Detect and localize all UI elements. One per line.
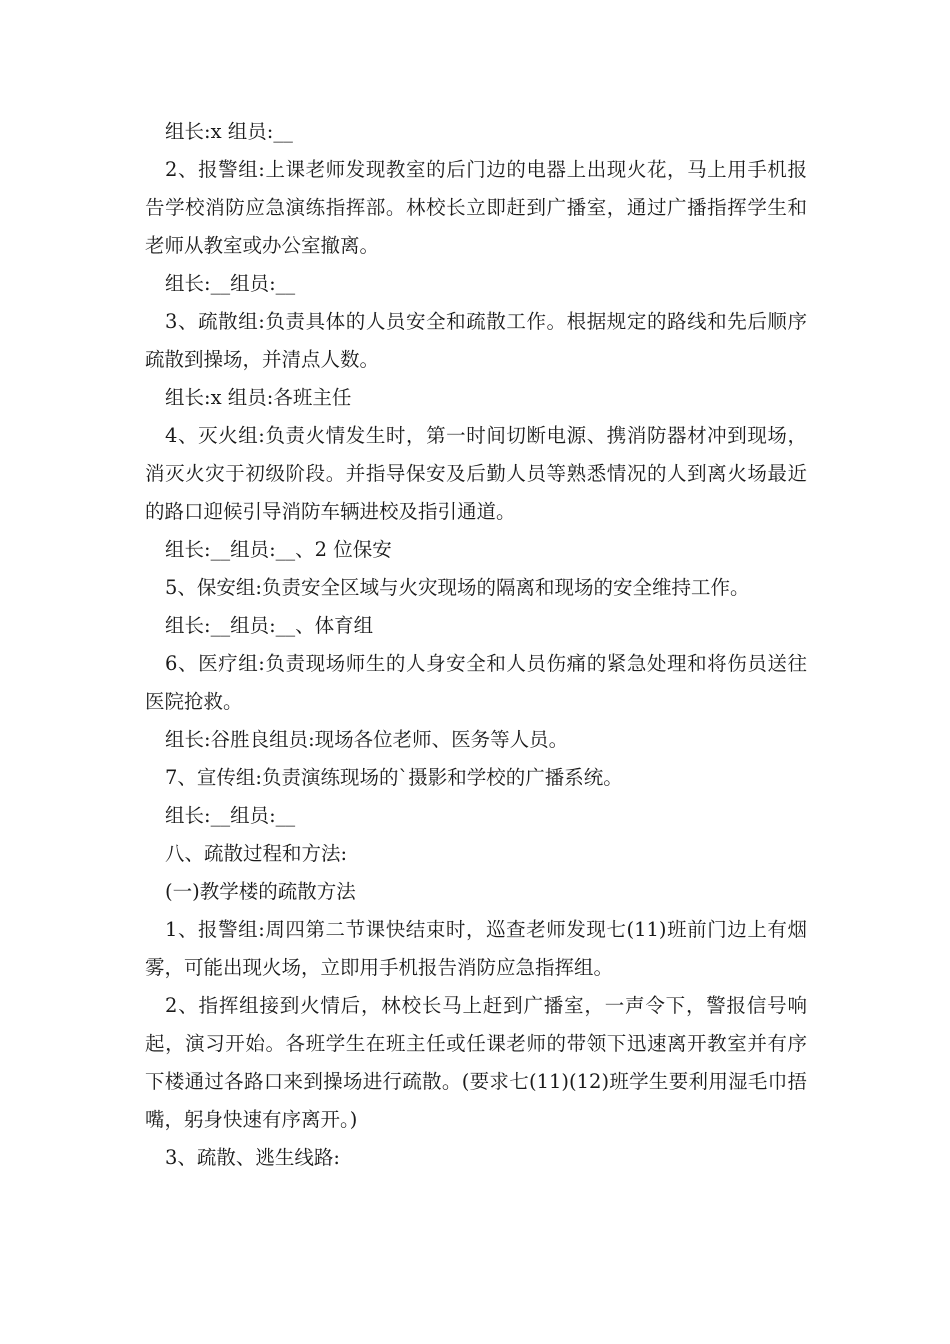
paragraph-publicity-group: 7、宣传组:负责演练现场的`摄影和学校的广播系统。 [165,766,623,789]
paragraph-alarm-group: 2、报警组:上课老师发现教室的后门边的电器上出现火花，马上用手机报告学校消防应急演练指挥部。林校长立即赶到广播室，通过广播指挥学生和老师从教室或办公室撤离。 [145,158,807,257]
paragraph-group-leader-7: 组长:__组员:__ [165,804,296,827]
paragraph-evacuation-group: 3、疏散组:负责具体的人员安全和疏散工作。根据规定的路线和先后顺序疏散到操场，并清点人数。 [145,310,807,371]
document-page [145,113,807,1177]
paragraph-fire-fighting-group: 4、灭火组:负责火情发生时，第一时间切断电源、携消防器材冲到现场，消灭火灾于初级阶段。并指导保安及后勤人员等熟悉情况的人到离火场最近的路口迎候引导消防车辆进校及指引通道。 [145,424,807,523]
paragraph-step-escape-route: 3、疏散、逃生线路: [165,1146,340,1169]
paragraph-step-command: 2、指挥组接到火情后，林校长马上赶到广播室，一声令下，警报信号响起，演习开始。各班学生在班主任或任课老师的带领下迅速离开教室并有序下楼通过各路口来到操场进行疏散。(要求七(11)(12)班学生要利用湿毛巾捂嘴，躬身快速有序离开。) [145,994,807,1131]
paragraph-group-leader-2: 组长:__组员:__ [165,272,296,295]
paragraph-group-leader-3: 组长:x 组员:各班主任 [165,386,352,409]
paragraph-step-alarm: 1、报警组:周四第二节课快结束时，巡查老师发现七(11)班前门边上有烟雾，可能出现火场，立即用手机报告消防应急指挥组。 [145,918,807,979]
section-heading-evacuation-process: 八、疏散过程和方法: [165,842,348,865]
subsection-heading-teaching-building: (一)教学楼的疏散方法 [165,880,356,903]
paragraph-medical-group: 6、医疗组:负责现场师生的人身安全和人员伤痛的紧急处理和将伤员送往医院抢救。 [145,652,807,713]
paragraph-group-leader-4: 组长:__组员:__、2 位保安 [165,538,392,561]
paragraph-security-group: 5、保安组:负责安全区域与火灾现场的隔离和现场的安全维持工作。 [165,576,750,599]
paragraph-group-leader-1: 组长:x 组员:__ [165,120,293,143]
paragraph-group-leader-5: 组长:__组员:__、体育组 [165,614,374,637]
paragraph-group-leader-6: 组长:谷胜良组员:现场各位老师、医务等人员。 [165,728,569,751]
